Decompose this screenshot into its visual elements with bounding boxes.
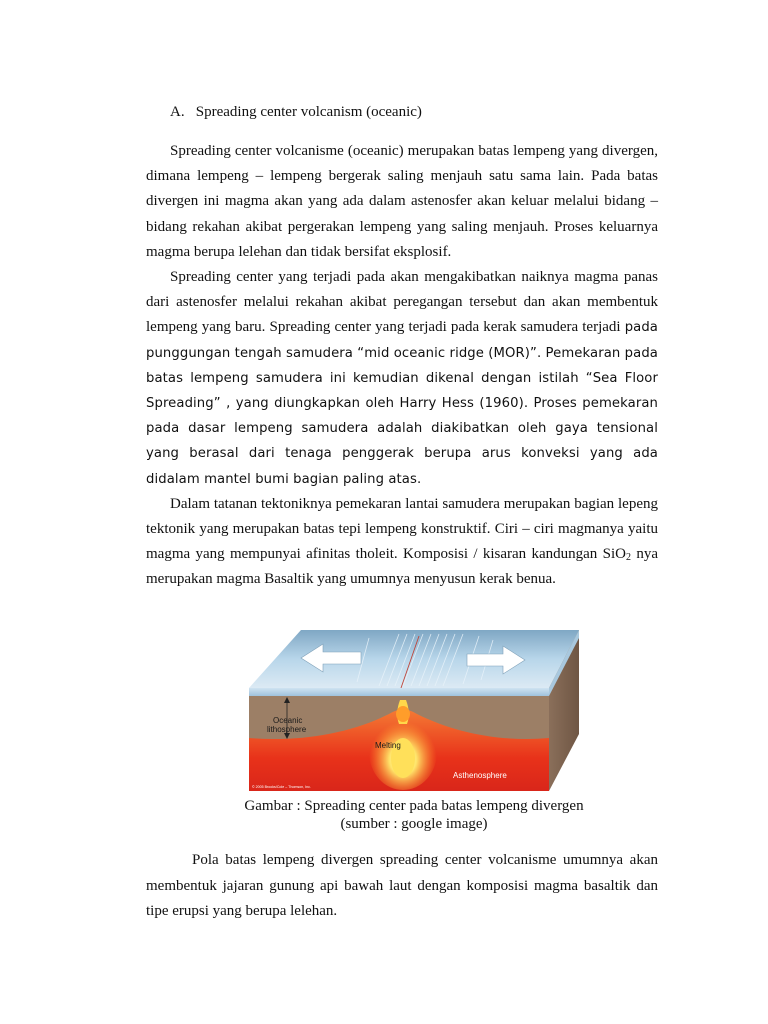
paragraph-1: Spreading center volcanisme (oceanic) merupakan batas lempeng yang divergen, dimana lempeng – lempeng bergerak saling menjauh satu sama lain. Pada batas divergen ini magma akan yang ada dalam astenosfer akan keluar melalui bidang – bidang rekahan akibat pergerakan lempeng yang saling menjauh. Proses keluarnya magma berupa lelehan dan tidak bersifat eksplosif. bbox=[146, 143, 658, 260]
figure-copyright: © 2005 Brooks/Cole – Thomson, Inc. bbox=[252, 785, 311, 789]
section-heading bbox=[170, 102, 422, 122]
magma-chamber bbox=[396, 706, 410, 722]
caption-line-2: (sumber : google image) bbox=[340, 816, 488, 832]
paragraph-2-part-a: Spreading center yang terjadi pada akan mengakibatkan naiknya magma panas dari astenosfer melalui rekahan akibat peregangan tersebut dan akan membentuk lempeng yang baru. Spreading center yang terjadi pada kerak samudera terjadi bbox=[146, 269, 658, 336]
lithosphere-label-1: Oceanic bbox=[273, 716, 303, 725]
section-title: Spreading center volcanism (oceanic) bbox=[195, 104, 422, 120]
body-text bbox=[146, 139, 658, 593]
closing-text: Pola batas lempeng divergen spreading center volcanisme umumnya akan membentuk jajaran gunung api bawah laut dengan komposisi magma basaltik dan tipe erupsi yang berupa lelehan. bbox=[146, 852, 658, 919]
caption-line-1: Gambar : Spreading center pada batas lempeng divergen bbox=[244, 798, 584, 814]
sio2-subscript: 2 bbox=[626, 552, 631, 564]
paragraph-2 bbox=[146, 265, 658, 492]
ocean-layer-front bbox=[249, 688, 549, 696]
figure-caption bbox=[146, 797, 682, 833]
paragraph-2-part-c: Proses pemekaran pada dasar lempeng samudera adalah diakibatkan oleh gaya tensional yang berasal dari tenaga penggerak berupa arus konveksi yang ada didalam mantel bumi bagian paling atas. bbox=[146, 396, 658, 487]
paragraph-3-part-a: Dalam tatanan tektoniknya pemekaran lantai samudera merupakan bagian lepeng tektonik yang merupakan batas tepi lempeng konstruktif. Ciri – ciri magmanya yaitu magma yang mempunyai afinitas tholeit. Komposisi / kisaran kandungan SiO bbox=[146, 495, 658, 563]
melting-label: Melting bbox=[375, 741, 401, 750]
paragraph-2-part-b: pada punggungan tengah samudera “mid oceanic ridge (MOR)”. Pemekaran pada batas lempeng samudera ini kemudian dikenal dengan istilah “Sea Floor Spreading” , yang diungkapkan oleh Harry Hess (1960). bbox=[146, 320, 658, 412]
section-number: A. bbox=[170, 104, 185, 120]
paragraph-3-part-b: nya merupakan magma Basaltik yang umumnya menyusun kerak benua. bbox=[146, 546, 658, 588]
lithosphere-label-2: lithosphere bbox=[267, 725, 307, 734]
closing-paragraph bbox=[146, 848, 658, 925]
asthenosphere-label: Asthenosphere bbox=[453, 771, 507, 780]
spreading-center-diagram bbox=[249, 630, 579, 791]
paragraph-3 bbox=[146, 492, 658, 593]
